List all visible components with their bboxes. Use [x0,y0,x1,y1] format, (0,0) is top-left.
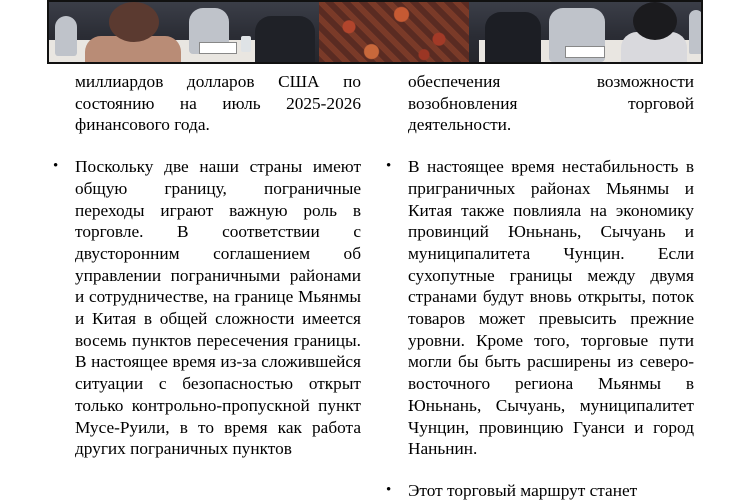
right-continuation-paragraph: обеспечения возможности возобновления торговой деятельности. [408,72,694,135]
right-column [408,71,694,502]
delegate [255,16,315,64]
carpet-pattern [319,2,469,64]
nameplate [199,42,237,54]
left-continuation-paragraph: миллиардов долларов США по состоянию на июль 2025-2026 финансового года. [75,72,361,135]
delegate-head [109,2,159,42]
right-bullet-border-instability: • В настоящее время нестабильность в приграничных районах Мьянмы и Китая также повлияла на экономику провинций Юньнань, Сычуань и муниципалитета Чунцин. Если сухопутные границы между двумя странами будут вновь открыты, поток товаров может превысить прежние уровни. Кроме того, торговые пути могли бы быть расширены из северо-восточного региона Мьянмы в Юньнань, Сычуань, муниципалитет Чунцин, провинцию Гуанси и город Наньнин. [408,156,694,460]
cup [241,36,251,52]
delegate-head [633,2,677,40]
chair [689,10,703,54]
delegate [485,12,541,64]
left-column [75,71,361,460]
chair [55,16,77,56]
left-bullet-border-crossings: • Поскольку две наши страны имеют общую границу, пограничные переходы играют важную роль в торговле. В соответствии с двусторонним соглашением об управлении пограничными районами и сотрудничестве, на границе Мьянмы и Китая в общей сложности имеется восемь пунктов пересечения границы. В настоящее время из-за сложившейся ситуации с безопасностью открыт только контрольно-пропускной пункт Мусе-Руили, в то время как работа других пограничных пунктов [75,156,361,460]
nameplate [565,46,605,58]
right-bullet-trade-route: • Этот торговый маршрут станет [408,480,694,502]
conference-photo [47,0,703,64]
